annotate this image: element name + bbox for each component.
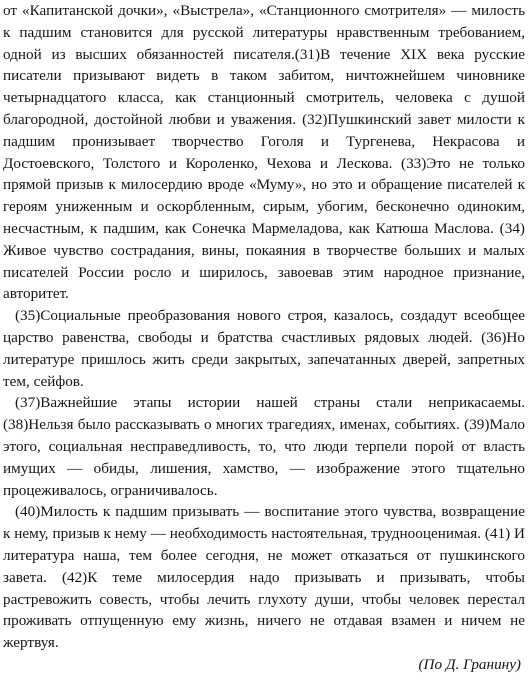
document-page <box>3 0 525 676</box>
paragraph-3: (37)Важнейшие этапы истории нашей страны стали неприкасаемы. (38)Нельзя было рассказывать о многих трагедиях, именах, событиях. (39)Мало этого, социальная несправедливость, то, что люди терпели порой от власть имущих — обиды, лишения, хамство, — изображение этого тщательно процеживалось, ограничивалось. <box>3 394 525 499</box>
paragraph-4: (40)Милость к падшим призывать — воспитание этого чувства, возвращение к нему, призыв к нему — необходимость настоятельная, труднооценимая. (41) И литература наша, тем более сегодня, не может отказаться от пушкинского завета. (42)К теме милосердия надо призывать и призывать, чтобы растревожить совесть, чтобы лечить глухоту души, чтобы человек перестал проживать отпущенную ему жизнь, ничего не отдавая взамен и ничем не жертвуя. <box>3 503 525 652</box>
source-attribution: (По Д. Гранину) <box>418 655 521 673</box>
paragraph-2: (35)Социальные преобразования нового строя, казалось, создадут всеобщее царство равенства, свободы и братства счастливых рядовых людей. (36)Но литературе пришлось жить среди закрытых, запечатанных дверей, запретных тем, сейфов. <box>3 307 525 390</box>
paragraph-1: от «Капитанской дочки», «Выстрела», «Станционного смотрителя» — милость к падшим становится для русской литературы нравственным требованием, одной из высших обязанностей писателя.(31)В течение XIX века русские писатели призывают видеть в таком забитом, ничтожнейшем чиновнике четырнадцатого класса, как станционный смотритель, человека с душой благородной, достойной любви и уважения. (32)Пушкинский завет милости к падшим пронизывает творчество Гоголя и Тургенева, Некрасова и Достоевского, Толстого и Короленко, Чехова и Лескова. (33)Это не только прямой призыв к милосердию вроде «Муму», но это и обращение писателей к героям униженным и оскорбленным, сирым, убогим, бесконечно одиноким, несчастным, к падшим, как Сонечка Мармеладова, как Катюша Маслова. (34) Живое чувство сострадания, вины, покаяния в творчестве больших и малых писателей России росло и ширилось, завоевав этим народное признание, авторитет. <box>3 2 525 303</box>
